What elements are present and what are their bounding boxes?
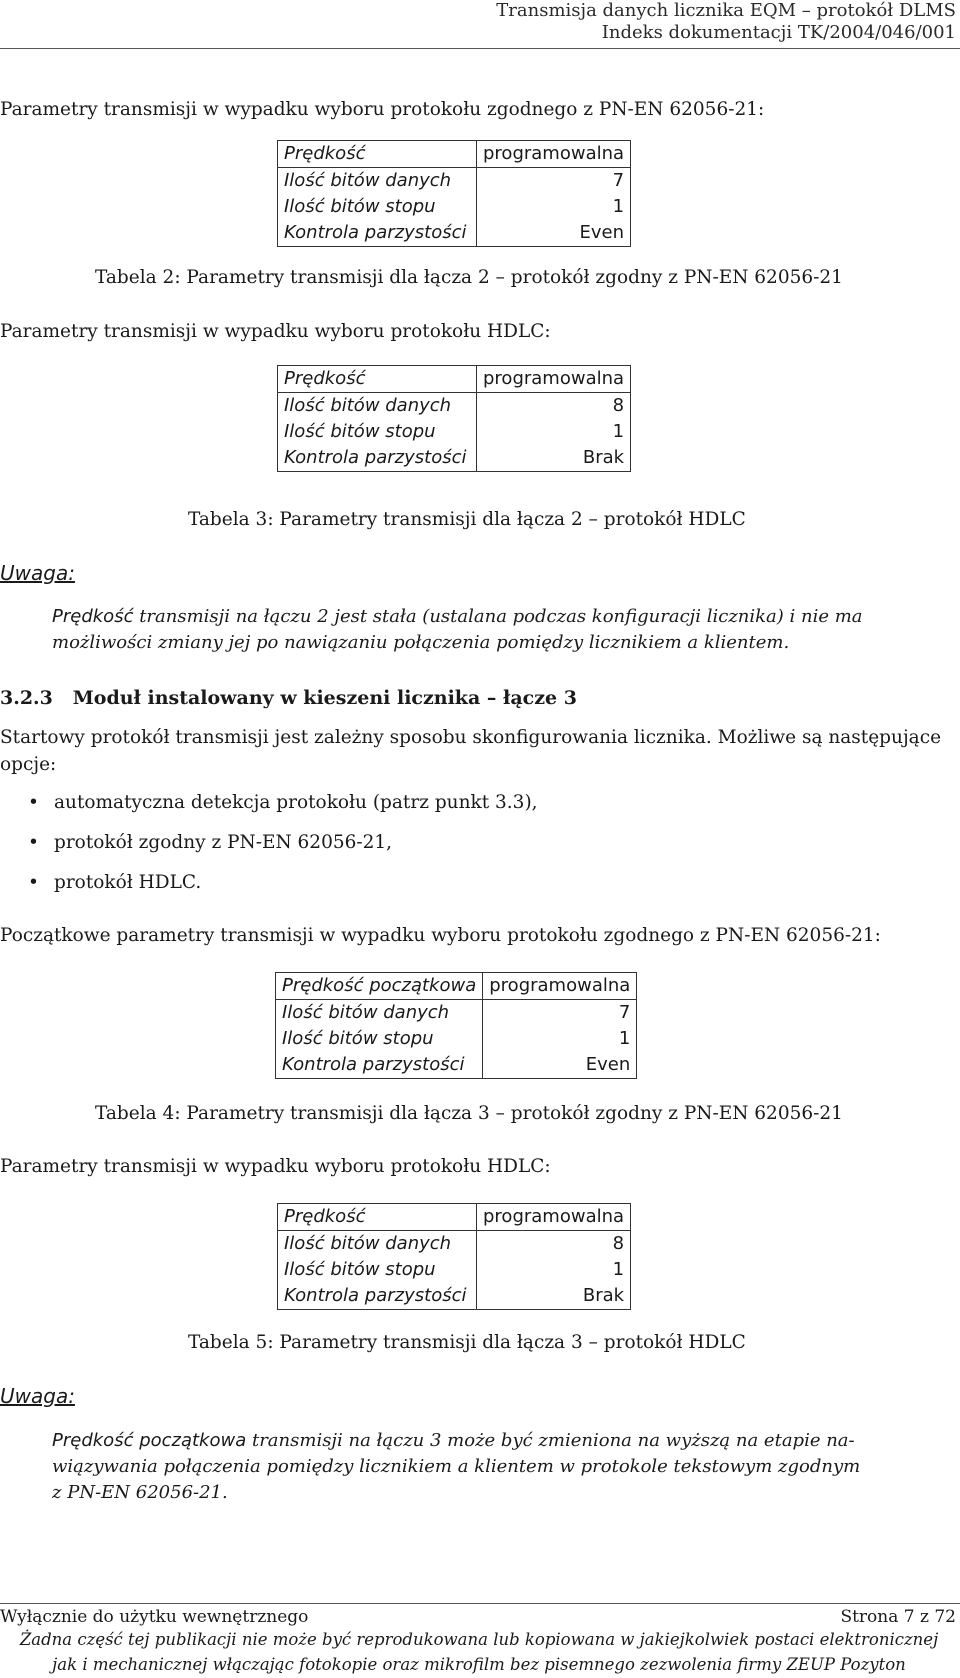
bullet-icon: • (28, 872, 39, 893)
note-2-title: Uwaga: (0, 1384, 75, 1408)
intro-paragraph-2: Parametry transmisji w wypadku wyboru protokołu HDLC: (0, 321, 551, 342)
table-row (278, 393, 631, 420)
section-text-line-1: Startowy protokół transmisji jest zależny sposobu skonfigurowania licznika. Możliwe są następujące (0, 727, 942, 748)
list-item-text: protokół HDLC. (54, 872, 202, 893)
param-value: 8 (612, 395, 625, 416)
note-2-line-2: wiązywania połączenia pomiędzy licznikiem a klientem w protokole tekstowym zgodnym (52, 1456, 861, 1477)
table-row (278, 1231, 631, 1258)
param-label: Ilość bitów danych (278, 168, 477, 195)
param-value: Brak (582, 1285, 625, 1306)
list-item-text: protokół zgodny z PN-EN 62056-21, (54, 832, 393, 853)
list-item (0, 790, 538, 830)
section-text-line-2: opcje: (0, 754, 57, 775)
param-value: programowalna (477, 141, 631, 168)
footer-left: Wyłącznie do użytku wewnętrznego (0, 1607, 309, 1627)
param-value: 1 (612, 421, 625, 442)
footer-page-number: Strona 7 z 72 (840, 1607, 956, 1627)
intro-paragraph-3: Początkowe parametry transmisji w wypadku wyboru protokołu zgodnego z PN-EN 62056-21: (0, 925, 881, 946)
footer-copyright-line-2: jak i mechanicznej włączając fotokopie oraz mikrofilm bez pisemnego zezwolenia firmy ZEUP Pozyton (52, 1655, 906, 1674)
table-2-caption: Tabela 2: Parametry transmisji dla łącza 2 – protokół zgodny z PN-EN 62056-21 (95, 267, 843, 288)
param-value: 7 (618, 1002, 631, 1023)
section-number: 3.2.3 (0, 687, 53, 709)
param-label: Prędkość początkowa (276, 973, 483, 1000)
note-1-lead: Prędkość (52, 606, 134, 627)
param-label: Prędkość (278, 141, 477, 168)
table-row (278, 141, 631, 168)
list-item-text: automatyczna detekcja protokołu (patrz punkt 3.3), (54, 792, 538, 813)
param-value: Even (585, 1054, 631, 1075)
param-value: 1 (618, 1028, 631, 1049)
bullet-icon: • (28, 832, 39, 853)
header-doc-index: Indeks dokumentacji TK/2004/046/001 (601, 22, 956, 43)
param-label: Ilość bitów stopu (278, 194, 477, 220)
section-title: Moduł instalowany w kieszeni licznika – łącze 3 (72, 687, 577, 709)
note-2-line-3: z PN-EN 62056-21. (52, 1482, 228, 1503)
options-list (0, 790, 538, 910)
table-row (276, 1000, 637, 1027)
param-label: Kontrola parzystości (278, 1283, 477, 1310)
param-label: Prędkość (278, 1204, 477, 1231)
param-value: 1 (612, 1259, 625, 1280)
table-row (276, 1026, 637, 1052)
param-label: Ilość bitów danych (278, 1231, 477, 1258)
table-3-caption: Tabela 3: Parametry transmisji dla łącza 2 – protokół HDLC (188, 509, 746, 530)
running-header (496, 0, 956, 44)
note-1-line-1-rest: transmisji na łączu 2 jest stała (ustalana podczas konfiguracji licznika) i nie ma (133, 606, 863, 627)
param-label: Ilość bitów stopu (278, 1257, 477, 1283)
table-row (278, 419, 631, 445)
param-value: programowalna (477, 1204, 631, 1231)
table-row (276, 1052, 637, 1079)
table-row (278, 168, 631, 195)
param-label: Ilość bitów stopu (276, 1026, 483, 1052)
table-5 (277, 1203, 631, 1310)
param-value: Even (579, 222, 625, 243)
param-label: Ilość bitów danych (276, 1000, 483, 1027)
note-1-line-1 (52, 604, 912, 630)
header-title: Transmisja danych licznika EQM – protokół DLMS (496, 0, 956, 21)
table-5-caption: Tabela 5: Parametry transmisji dla łącza 3 – protokół HDLC (188, 1332, 746, 1353)
table-row (278, 194, 631, 220)
param-value: 7 (612, 170, 625, 191)
note-2-line-1 (52, 1428, 912, 1454)
param-label: Ilość bitów stopu (278, 419, 477, 445)
table-row (278, 1283, 631, 1310)
table-row (278, 445, 631, 472)
footer-copyright-line-1: Żadna część tej publikacji nie może być reprodukowana lub kopiowana w jakiejkolwiek postaci elektronicznej (19, 1630, 939, 1649)
table-row (278, 366, 631, 393)
note-2-text (52, 1428, 912, 1506)
table-row (278, 1257, 631, 1283)
section-heading (0, 684, 577, 712)
param-label: Kontrola parzystości (278, 220, 477, 247)
note-1-text (52, 604, 912, 656)
param-value: programowalna (477, 366, 631, 393)
table-2 (277, 140, 631, 247)
param-value: 8 (612, 1233, 625, 1254)
intro-paragraph-4: Parametry transmisji w wypadku wyboru protokołu HDLC: (0, 1156, 551, 1177)
list-item (0, 870, 538, 910)
table-4 (275, 972, 637, 1079)
table-row (278, 1204, 631, 1231)
table-row (276, 973, 637, 1000)
note-1-line-2: możliwości zmiany jej po nawiązaniu połączenia pomiędzy licznikiem a klientem. (52, 632, 790, 653)
bullet-icon: • (28, 792, 39, 813)
param-value: programowalna (483, 973, 637, 1000)
param-label: Kontrola parzystości (276, 1052, 483, 1079)
table-4-caption: Tabela 4: Parametry transmisji dla łącza 3 – protokół zgodny z PN-EN 62056-21 (95, 1103, 843, 1124)
param-label: Ilość bitów danych (278, 393, 477, 420)
table-row (278, 220, 631, 247)
note-2-lead: Prędkość początkowa (52, 1430, 247, 1451)
param-label: Prędkość (278, 366, 477, 393)
note-2-line-1-rest: transmisji na łączu 3 może być zmieniona na wyższą na etapie na- (246, 1430, 855, 1451)
table-3 (277, 365, 631, 472)
list-item (0, 830, 538, 870)
header-rule (0, 48, 960, 49)
intro-paragraph-1: Parametry transmisji w wypadku wyboru protokołu zgodnego z PN-EN 62056-21: (0, 99, 765, 120)
param-value: 1 (612, 196, 625, 217)
param-label: Kontrola parzystości (278, 445, 477, 472)
param-value: Brak (582, 447, 625, 468)
note-1-title: Uwaga: (0, 561, 75, 585)
